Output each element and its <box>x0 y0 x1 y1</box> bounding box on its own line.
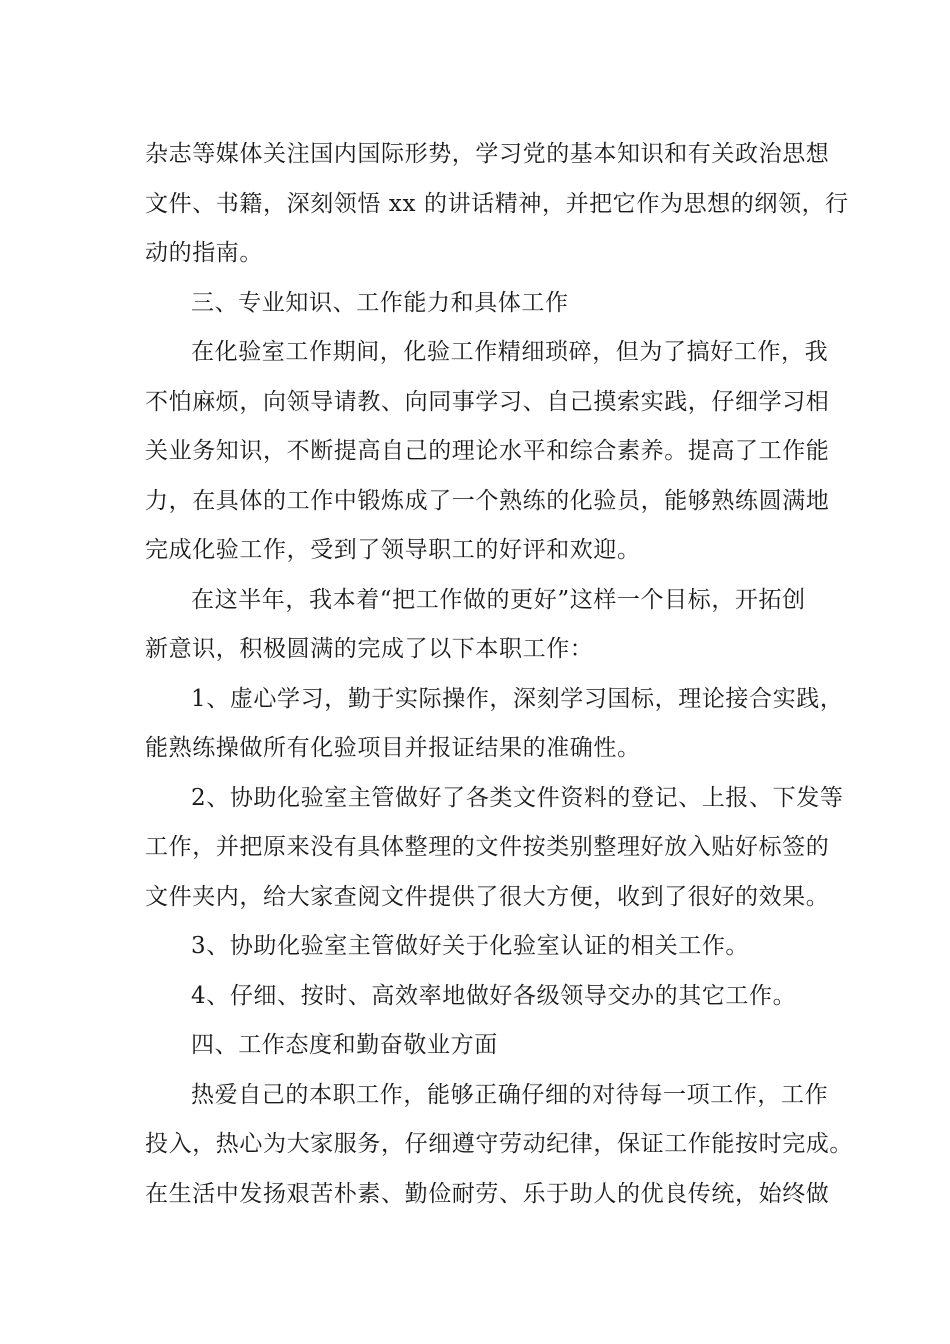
text-line: 工作，并把原来没有具体整理的文件按类别整理好放入贴好标签的 <box>145 834 830 860</box>
text-line: 完成化验工作，受到了领导职工的好评和欢迎。 <box>145 537 641 563</box>
text-line: 文件夹内，给大家查阅文件提供了很大方便，收到了很好的效果。 <box>145 883 830 910</box>
document-body <box>145 130 853 1219</box>
text-line: 不怕麻烦，向领导请教、向同事学习、自己摸索实践，仔细学习相 <box>145 388 830 415</box>
list-item: 2、协助化验室主管做好了各类文件资料的登记、上报、下发等 <box>191 784 844 811</box>
text-line: 力，在具体的工作中锻炼成了一个熟练的化验员，能够熟练圆满地 <box>145 487 830 514</box>
text-line: 动的指南。 <box>145 240 263 266</box>
text-line: 文件、书籍，深刻领悟 xx 的讲话精神，并把它作为思想的纲领，行 <box>145 190 849 217</box>
text-line: 投入，热心为大家服务，仔细遵守劳动纪律，保证工作能按时完成。 <box>145 1131 853 1157</box>
section-heading: 三、专业知识、工作能力和具体工作 <box>191 289 569 316</box>
paragraph-start: 在这半年，我本着“把工作做的更好”这样一个目标，开拓创 <box>191 586 806 613</box>
list-item: 3、协助化验室主管做好关于化验室认证的相关工作。 <box>191 933 750 959</box>
text-line: 能熟练操做所有化验项目并报证结果的准确性。 <box>145 735 641 761</box>
text-line: 在生活中发扬艰苦朴素、勤俭耐劳、乐于助人的优良传统，始终做 <box>145 1180 830 1207</box>
paragraph-start: 在化验室工作期间，化验工作精细琐碎，但为了搞好工作，我 <box>191 339 829 365</box>
paragraph-start: 热爱自己的本职工作，能够正确仔细的对待每一项工作，工作 <box>191 1081 829 1108</box>
text-line: 杂志等媒体关注国内国际形势，学习党的基本知识和有关政治思想 <box>145 141 830 167</box>
section-heading: 四、工作态度和勤奋敬业方面 <box>191 1032 498 1058</box>
text-line: 新意识，积极圆满的完成了以下本职工作： <box>145 636 594 662</box>
list-item: 4、仔细、按时、高效率地做好各级领导交办的其它工作。 <box>191 982 797 1009</box>
text-line: 关业务知识，不断提高自己的理论水平和综合素养。提高了工作能 <box>145 438 830 464</box>
list-item: 1、虚心学习，勤于实际操作，深刻学习国标，理论接合实践， <box>191 685 844 712</box>
